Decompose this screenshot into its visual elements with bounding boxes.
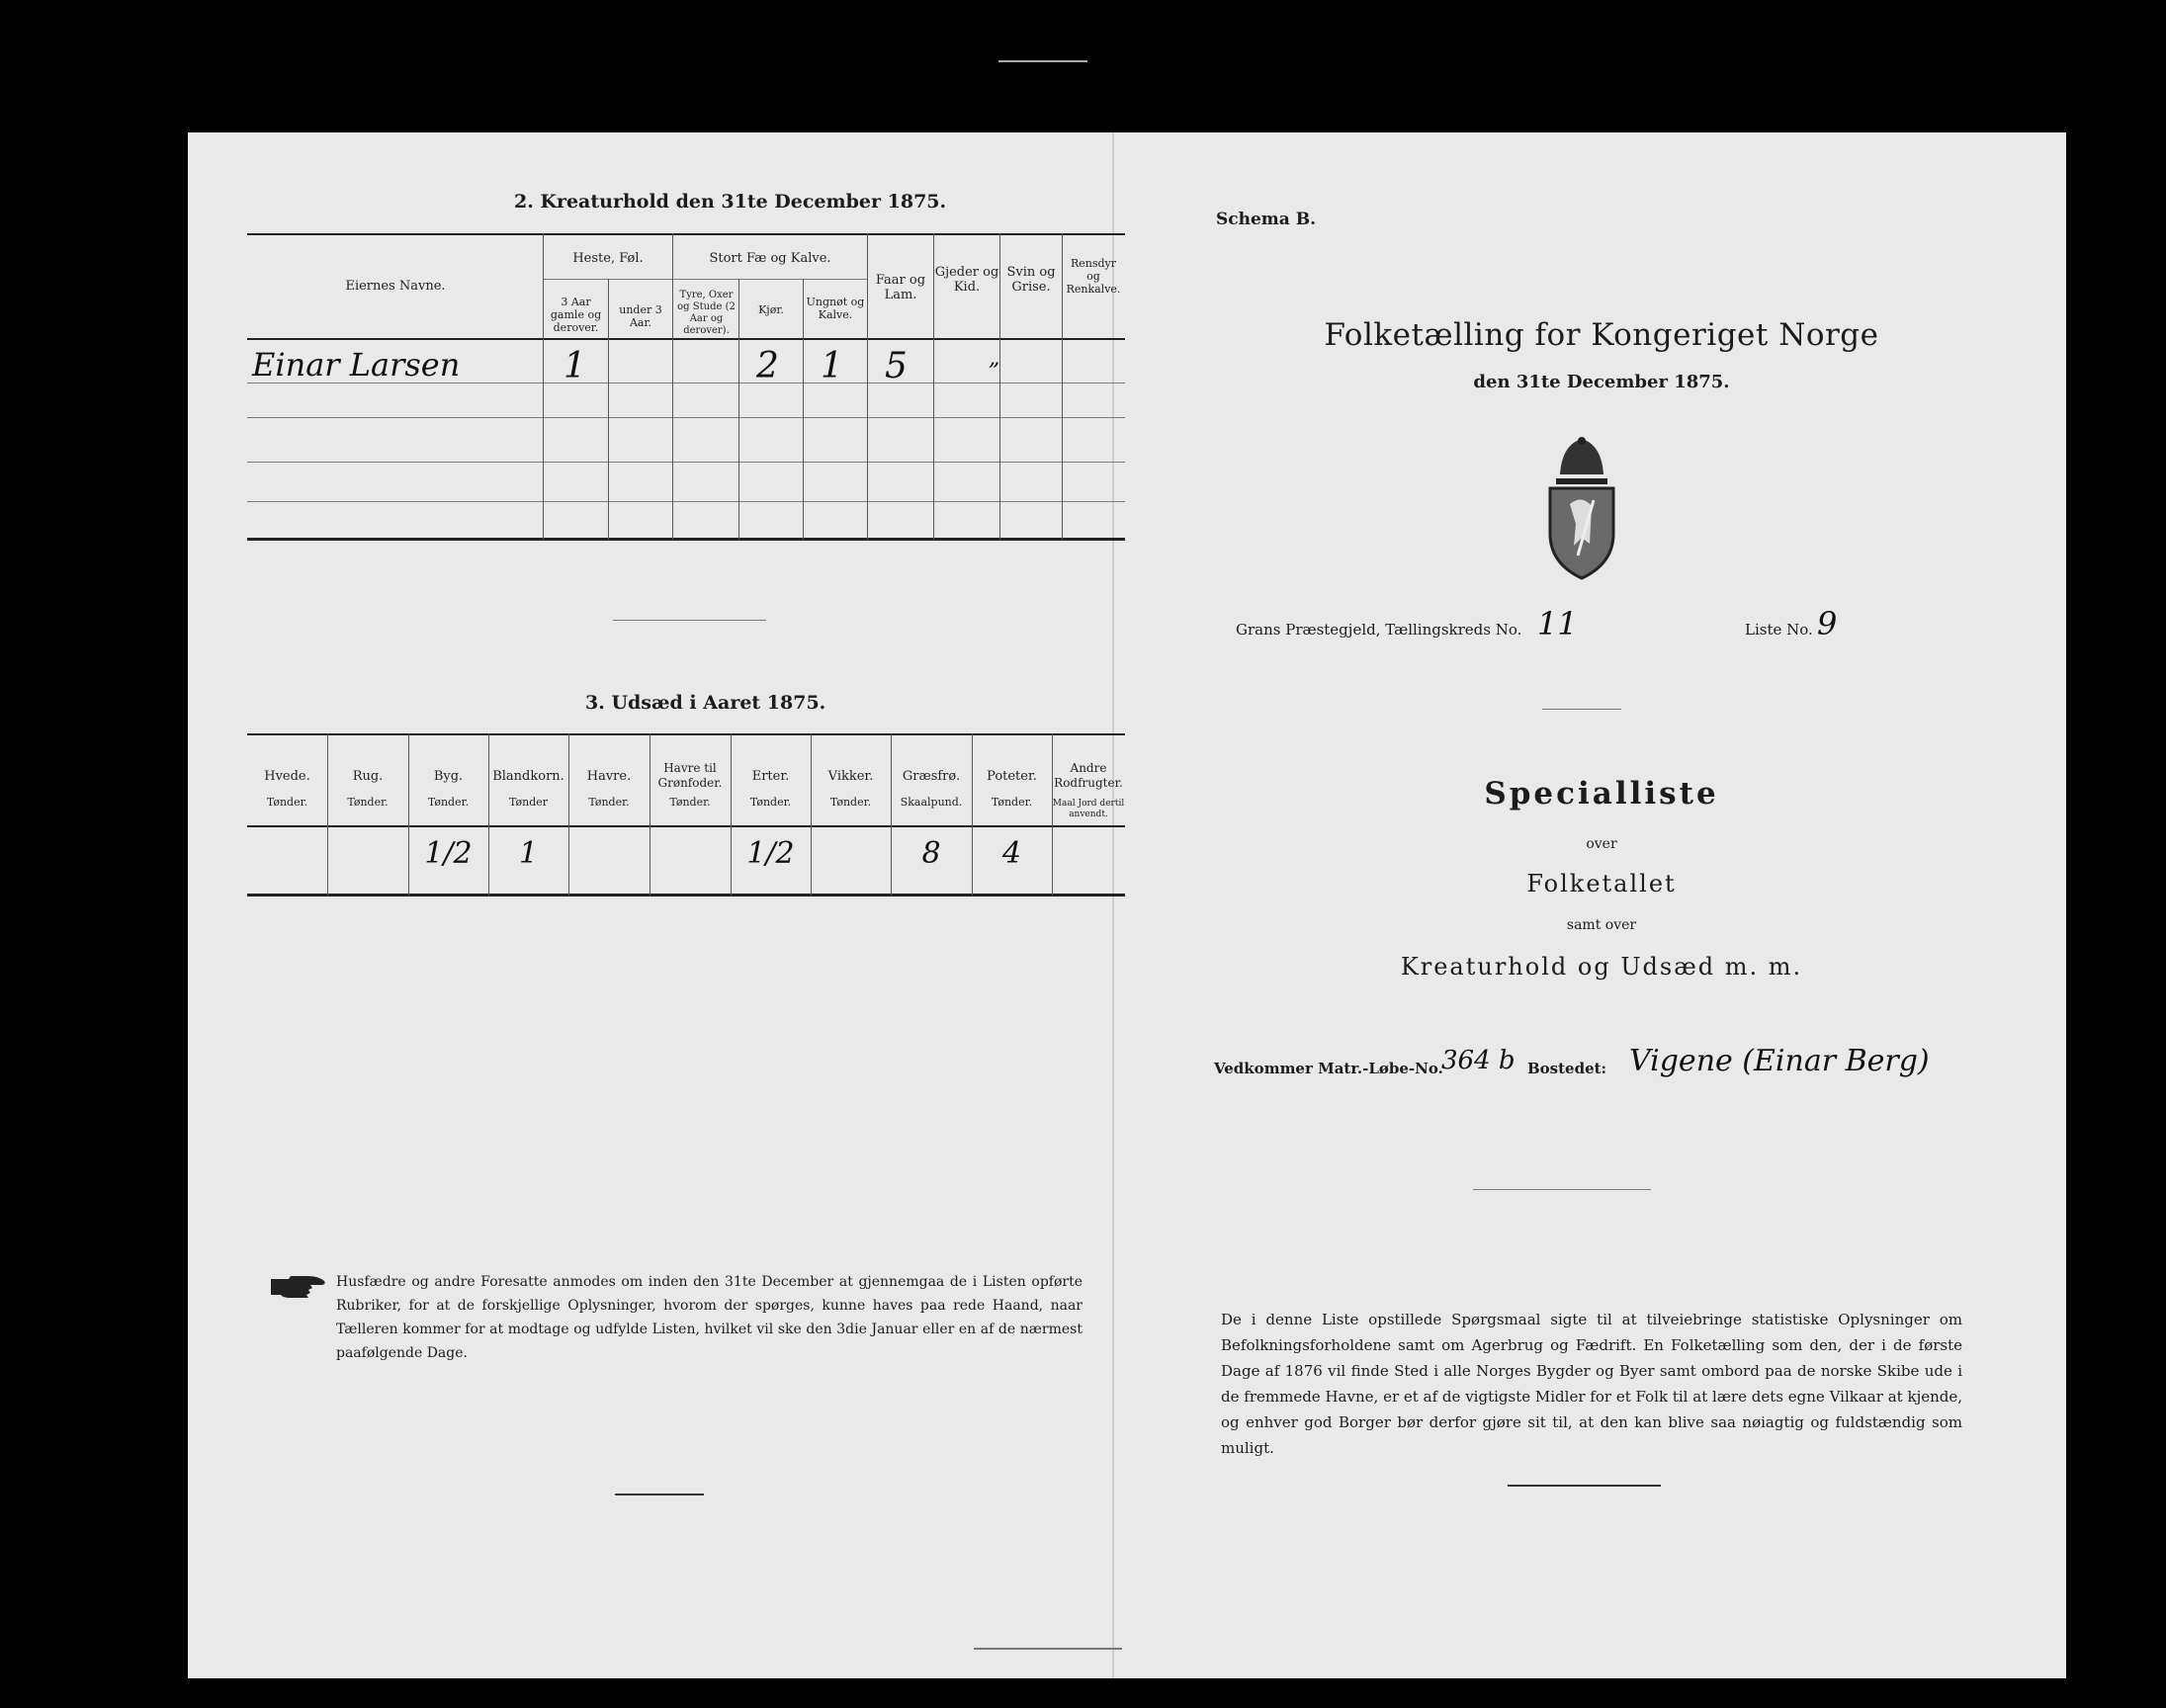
heste-b-header: under 3 Aar.	[619, 303, 662, 329]
divider	[1542, 709, 1621, 710]
group-heste-header: Heste, Føl.	[572, 251, 644, 266]
faar-value: 5	[885, 346, 908, 386]
udsaed-col-header: Rug.	[352, 769, 384, 784]
col-rule	[731, 733, 732, 896]
prestegjeld-label: Grans Præstegjeld, Tællingskreds No.	[1236, 621, 1522, 639]
liste-no: 9	[1817, 605, 1838, 642]
matr-no: 364 b	[1441, 1046, 1516, 1075]
udsaed-col-unit: Tønder.	[347, 796, 389, 809]
udsaed-value: 1/2	[746, 836, 795, 871]
col-faar-header: Faar og Lam.	[875, 273, 926, 302]
udsaed-col-unit: Skaalpund.	[900, 796, 963, 809]
fae-c-value: 1	[821, 346, 843, 386]
notice-text: Husfædre og andre Foresatte anmodes om inden den 31te December at gjennemgaa de i Listen opførte Rubriker, for at de forskjellige Oplysninger, hvorom der spørges, kunne haves paa rede Haand, naar Tælleren kommer for at modtage og udfylde Listen, hvilket vil ske den 3die Januar eller en af de nærmest paafølgende Dage.	[336, 1274, 1083, 1361]
udsaed-value: 1	[518, 836, 539, 871]
col-rule	[811, 733, 812, 896]
udsaed-col-unit: Tønder.	[749, 796, 792, 809]
udsaed-col-unit: Tønder.	[266, 796, 308, 809]
fae-b-value: 2	[756, 346, 779, 386]
liste-label: Liste No.	[1745, 621, 1813, 639]
fae-a-header: Tyre, Oxer og Stude (2 Aar og derover).	[677, 290, 736, 336]
col-rule	[972, 733, 973, 896]
schema-label: Schema B.	[1216, 210, 1317, 229]
census-subtitle: den 31te December 1875.	[1473, 372, 1730, 392]
specialliste-title: Specialliste	[1484, 776, 1719, 811]
col-rule	[891, 733, 892, 896]
fae-c-header: Ungnøt og Kalve.	[806, 296, 865, 321]
col-rule	[568, 733, 569, 896]
col-rule	[408, 733, 409, 896]
rule	[247, 233, 1125, 235]
gjeder-value: „	[989, 346, 1000, 371]
bostedet-label: Bostedet:	[1527, 1060, 1607, 1077]
over-text: over	[1586, 836, 1617, 852]
udsaed-col-header: Andre Rodfrugter.	[1054, 761, 1123, 790]
divider	[613, 620, 766, 621]
rule	[247, 338, 1125, 340]
section2-title: 2. Kreaturhold den 31te December 1875.	[514, 191, 947, 213]
rule	[673, 279, 868, 280]
col-rensdyr-header: Rensdyr og Renkalve.	[1066, 257, 1121, 296]
fae-b-header: Kjør.	[758, 303, 784, 316]
udsaed-col-header: Havre.	[586, 769, 632, 784]
udsaed-col-header: Græsfrø.	[902, 769, 961, 784]
col-rule	[672, 233, 673, 540]
udsaed-value: 8	[921, 836, 941, 871]
census-title: Folketælling for Kongeriget Norge	[1324, 317, 1879, 353]
udsaed-col-header: Hvede.	[264, 769, 310, 784]
samt-over-text: samt over	[1566, 917, 1637, 933]
rule	[247, 501, 1125, 502]
udsaed-col-header: Blandkorn.	[492, 769, 564, 784]
rule	[247, 733, 1125, 735]
udsaed-col-header: Havre til Grønfoder.	[657, 761, 723, 790]
rule	[247, 538, 1125, 541]
page-fold	[1112, 132, 1114, 1678]
bleed-mark	[998, 60, 1087, 62]
udsaed-col-unit: Tønder.	[588, 796, 630, 809]
matr-label: Vedkommer Matr.-Løbe-No.	[1214, 1060, 1443, 1077]
udsaed-col-unit: Tønder.	[669, 796, 711, 809]
udsaed-col-unit: Tønder.	[829, 796, 872, 809]
bostedet-value: Vigene (Einar Berg)	[1629, 1044, 1930, 1078]
col-rule	[543, 233, 544, 540]
heste-a-header: 3 Aar gamle og derover.	[550, 296, 602, 334]
norwegian-coat-of-arms-icon	[1542, 435, 1621, 581]
udsaed-col-header: Byg.	[433, 769, 464, 784]
group-storfae-header: Stort Fæ og Kalve.	[709, 251, 831, 266]
col-rule	[327, 733, 328, 896]
udsaed-col-header: Poteter.	[987, 769, 1037, 784]
kreaturhold-text: Kreaturhold og Udsæd m. m.	[1400, 953, 1803, 981]
col-gjeder-header: Gjeder og Kid.	[934, 265, 999, 295]
udsaed-col-unit: Maal Jord dertil anvendt.	[1052, 799, 1125, 819]
divider	[615, 1494, 704, 1495]
udsaed-col-header: Vikker.	[827, 769, 874, 784]
udsaed-col-unit: Tønder	[509, 796, 548, 809]
col-rule	[488, 733, 489, 896]
purpose-paragraph: De i denne Liste opstillede Spørgsmaal sigte til at tilveiebringe statistiske Oplysninger om Befolkningsforholdene samt om Agerbrug og Fædrift. En Folketælling som den, der i de første Dage af 1876 vil finde Sted i alle Norges Bygder og Byer samt ombord paa de norske Skibe ude i de fremmede Havne, er et af de vigtigste Midler for et Folk til at lære dets egne Vilkaar at kjende, og enhver god Borger bør derfor gjøre sit til, at den kan blive saa nøiagtig og fuldstændig som muligt.	[1221, 1311, 1962, 1457]
udsaed-col-header: Erter.	[751, 769, 790, 784]
bleed-mark	[974, 1648, 1122, 1650]
owner-name: Einar Larsen	[252, 346, 461, 384]
section3-title: 3. Udsæd i Aaret 1875.	[585, 692, 826, 714]
rule	[247, 894, 1125, 897]
folketallet-text: Folketallet	[1526, 870, 1677, 897]
rule	[247, 462, 1125, 463]
divider	[1473, 1189, 1651, 1190]
kreds-no: 11	[1537, 605, 1578, 642]
udsaed-col-unit: Tønder.	[991, 796, 1033, 809]
col-rule	[738, 279, 739, 540]
pointing-hand-icon	[269, 1273, 328, 1301]
heste-a-value: 1	[563, 346, 586, 386]
col-owner-header: Eiernes Navne.	[345, 279, 446, 294]
udsaed-value: 1/2	[424, 836, 473, 871]
divider	[1508, 1485, 1661, 1487]
udsaed-value: 4	[1001, 836, 1022, 871]
rule	[247, 825, 1125, 827]
col-svin-header: Svin og Grise.	[1006, 265, 1056, 295]
rule	[247, 417, 1125, 418]
udsaed-col-unit: Tønder.	[427, 796, 470, 809]
